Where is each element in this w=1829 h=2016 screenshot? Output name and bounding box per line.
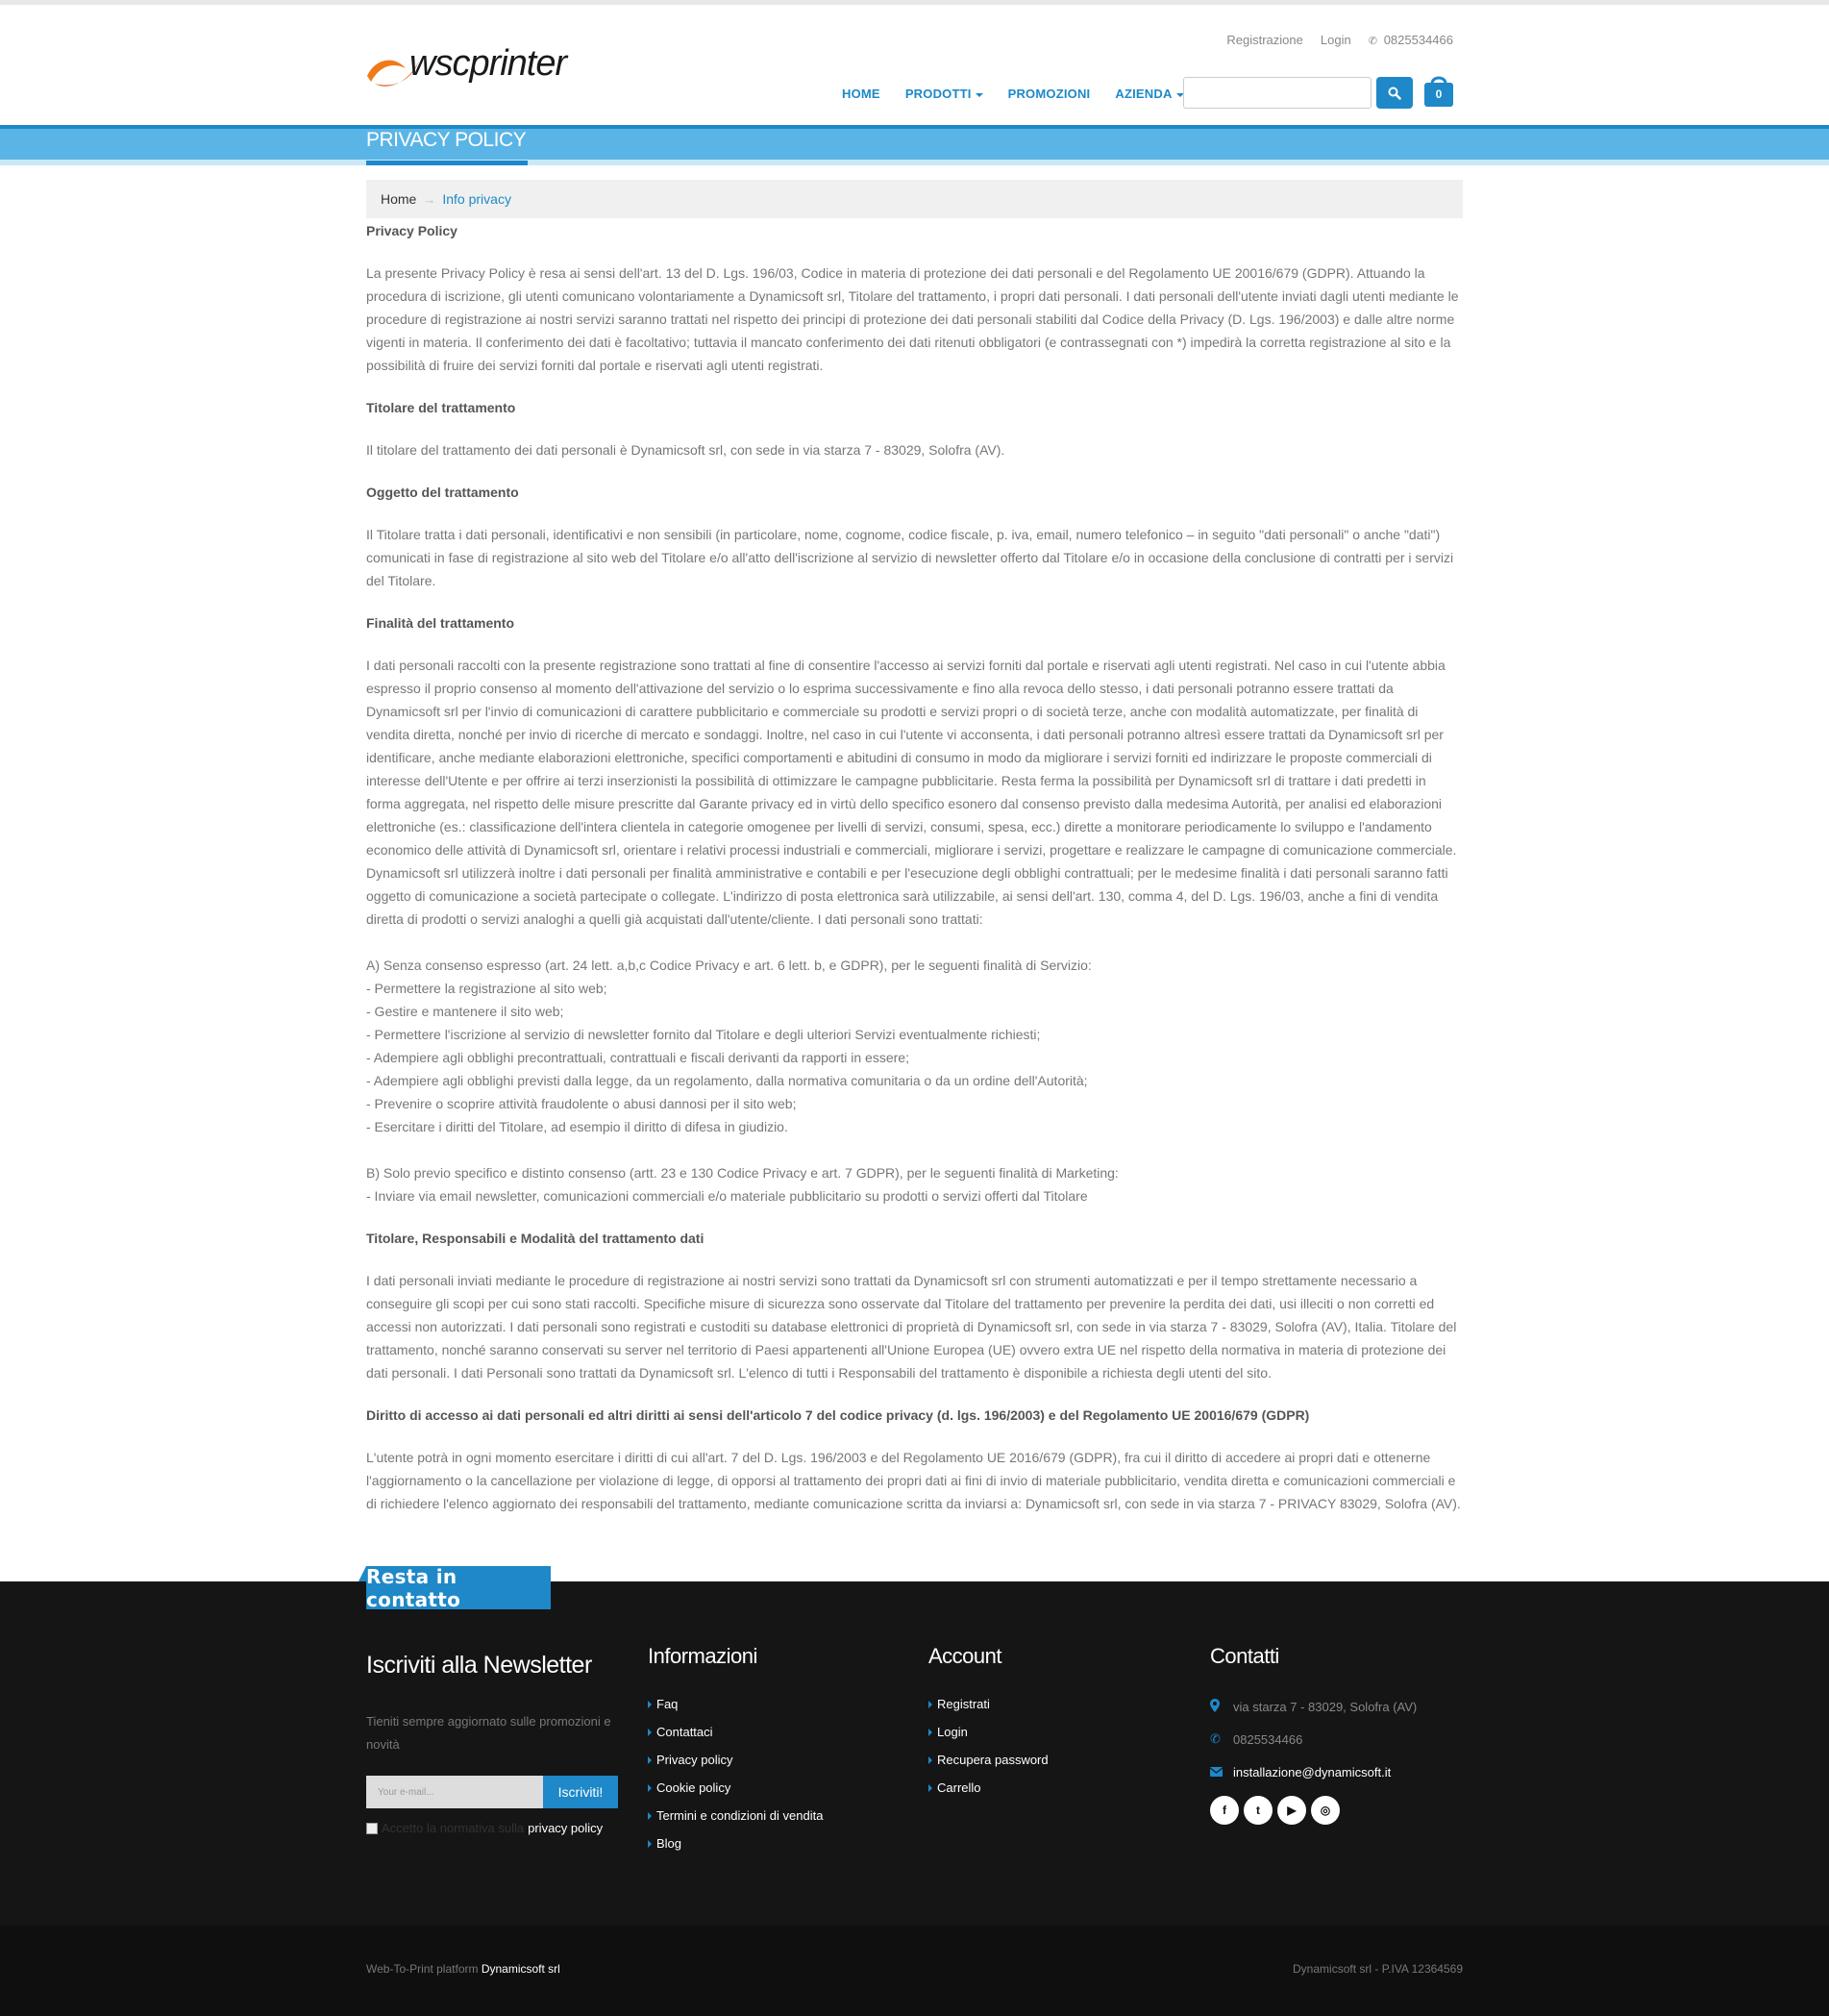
footer-link-label: Termini e condizioni di vendita (656, 1808, 824, 1823)
footer-link-contact[interactable] (648, 1718, 823, 1746)
footer-bottom-bar (0, 1926, 1829, 2016)
map-pin-icon (1210, 1699, 1233, 1715)
newsletter-description: Tieniti sempre aggiornato sulle promozioni e novità (366, 1714, 611, 1752)
site-logo[interactable] (365, 39, 581, 92)
youtube-icon[interactable]: ▶ (1277, 1796, 1306, 1825)
account-column (928, 1644, 1049, 1802)
copyright-prefix: Web-To-Print platform (366, 1962, 479, 1976)
login-link[interactable]: Login (1320, 33, 1351, 47)
section-paragraph: Il Titolare tratta i dati personali, identificativi e non sensibili (in particolare, nome, cognome, codice fiscale, p. iva, email, numero telefonico – in seguito "dati personali" o anche "dati") comunicati in fase di registrazione al sito web del Titolare e/o all'atto dell'iscrizione al servizio di newsletter offerto dal Titolare e/o in occasione della conclusione di contratti per i servizi del Titolare. (366, 527, 1454, 588)
phone-icon: ✆ (1368, 36, 1377, 47)
footer-link-label: Carrello (937, 1780, 981, 1795)
footer-link-register[interactable] (928, 1690, 1049, 1718)
footer-link-login[interactable] (928, 1718, 1049, 1746)
section-paragraph: I dati personali inviati mediante le procedure di registrazione ai nostri servizi sono trattati da Dynamicsoft srl con strumenti automatizzati e per il tempo strettamente necessario a conseguire gli scopi per cui sono stati raccolti. Specifiche misure di sicurezza sono osservate dal Titolare del trattamento per prevenire la perdita dei dati, usi illeciti o non corretti ed accessi non autorizzati. I dati personali sono registrati e custoditi su database elettronici di proprietà di Dynamicsoft srl, con sede in via starza 7 - 83029, Solofra (AV), Italia. Titolare del trattamento, nonché saranno conservati su server nel territorio di Paesi appartenenti all'Unione Europea (UE) ovvero extra UE nel rispetto della normativa in materia di protezione dei dati personali. I dati Personali sono trattati da Dynamicsoft srl. L'elenco di tutti i Responsabili del trattamento è disponibile a richiesta degli utenti del sito. (366, 1273, 1457, 1381)
nav-company-label: AZIENDA (1115, 87, 1173, 101)
privacy-policy-link[interactable]: privacy policy (528, 1821, 604, 1835)
newsletter-title: Iscriviti alla Newsletter (366, 1652, 592, 1679)
phone-number (1369, 33, 1453, 47)
main-nav (842, 87, 1209, 101)
contact-tab: Resta in contatto (366, 1566, 551, 1609)
vat-info: Dynamicsoft srl - P.IVA 12364569 (1293, 1962, 1463, 1976)
nav-promotions[interactable]: PROMOZIONI (1007, 87, 1091, 101)
account-title: Account (928, 1644, 1001, 1668)
caret-right-icon (928, 1784, 932, 1792)
consent-checkbox[interactable] (366, 1823, 378, 1834)
title-underline (366, 161, 528, 165)
section-heading: Titolare, Responsabili e Modalità del trattamento dati (366, 1231, 704, 1246)
footer-link-label: Login (937, 1725, 968, 1739)
caret-right-icon (928, 1701, 932, 1708)
newsletter-column (366, 1652, 618, 1835)
newsletter-subscribe-button[interactable]: Iscriviti! (543, 1776, 618, 1808)
account-links (928, 1690, 1049, 1802)
footer-link-terms[interactable] (648, 1802, 823, 1829)
footer-link-cart[interactable] (928, 1774, 1049, 1802)
newsletter-consent (366, 1821, 618, 1835)
logo-text: wscprinter (409, 43, 567, 84)
caret-right-icon (648, 1812, 652, 1820)
footer-link-blog[interactable] (648, 1829, 823, 1857)
contact-address-text: via starza 7 - 83029, Solofra (AV) (1233, 1699, 1418, 1714)
breadcrumb (366, 180, 1463, 218)
breadcrumb-home[interactable]: Home (381, 191, 417, 207)
caret-right-icon (648, 1784, 652, 1792)
caret-right-icon (928, 1729, 932, 1736)
search-icon (1388, 87, 1401, 100)
contact-phone-text: 0825534466 (1233, 1731, 1303, 1747)
newsletter-form (366, 1776, 618, 1808)
consent-label: Accetto la normativa sulla (382, 1821, 525, 1835)
section-heading: Titolare del trattamento (366, 400, 516, 415)
site-header (0, 5, 1829, 125)
section-heading: Finalità del trattamento (366, 615, 515, 631)
contact-phone (1210, 1723, 1417, 1755)
footer-link-privacy[interactable] (648, 1746, 823, 1774)
nav-home[interactable]: HOME (842, 87, 880, 101)
envelope-icon (1210, 1765, 1233, 1780)
section-heading: Diritto di accesso ai dati personali ed altri diritti ai sensi dell'articolo 7 del codice privacy (d. lgs. 196/2003) e del Regolamento UE 20016/679 (GDPR) (366, 1407, 1310, 1423)
footer-link-label: Blog (656, 1836, 682, 1851)
caret-right-icon (648, 1701, 652, 1708)
footer-link-label: Recupera password (937, 1753, 1049, 1767)
caret-right-icon (648, 1840, 652, 1848)
social-links (1210, 1796, 1417, 1825)
title-banner (0, 125, 1829, 160)
caret-right-icon (928, 1756, 932, 1764)
nav-products-label: PRODOTTI (904, 87, 972, 101)
footer-link-cookie[interactable] (648, 1774, 823, 1802)
copyright (366, 1962, 560, 1976)
footer-link-label: Cookie policy (656, 1780, 731, 1795)
instagram-icon[interactable]: ◎ (1311, 1796, 1340, 1825)
cart-button[interactable] (1422, 72, 1455, 109)
contacts-title: Contatti (1210, 1644, 1279, 1668)
copyright-brand-link[interactable]: Dynamicsoft srl (481, 1962, 560, 1976)
footer-link-label: Faq (656, 1697, 679, 1711)
section-paragraph: L'utente potrà in ogni momento esercitare i diritti di cui all'art. 7 del D. Lgs. 196/2003 e del Regolamento UE 2016/679 (GDPR), fra cui il diritto di accedere ai propri dati e ottenerne l'aggiornamento o la cancellazione per violazione di legge, di opporsi al trattamento dei propri dati ai fini di invio di materiale pubblicitario, vendita diretta e comunicazioni commerciali e di richiedere l'elenco aggiornato dei responsabili del trattamento, mediante comunicazione scritta da inviarsi a: Dynamicsoft srl, con sede in via starza 7 - PRIVACY 83029, Solofra (AV). (366, 1450, 1461, 1511)
page-title: PRIVACY POLICY (366, 129, 527, 151)
search-button[interactable] (1376, 77, 1413, 109)
breadcrumb-current[interactable]: Info privacy (442, 191, 511, 207)
info-links (648, 1690, 823, 1857)
arrow-right-icon: → (423, 191, 436, 207)
nav-company[interactable] (1115, 87, 1183, 101)
caret-right-icon (648, 1729, 652, 1736)
site-footer (0, 1581, 1829, 1926)
section-paragraph: Il titolare del trattamento dei dati personali è Dynamicsoft srl, con sede in via starza 7 - 83029, Solofra (AV). (366, 442, 1005, 458)
contact-email-text: installazione@dynamicsoft.it (1233, 1764, 1392, 1780)
section-heading: Privacy Policy (366, 223, 457, 238)
contact-address (1210, 1690, 1417, 1723)
privacy-content (366, 219, 1464, 1534)
phone-text: 0825534466 (1383, 33, 1453, 47)
footer-link-label: Privacy policy (656, 1753, 733, 1767)
contacts-column (1210, 1644, 1417, 1825)
footer-link-label: Registrati (937, 1697, 990, 1711)
search-input[interactable] (1183, 77, 1372, 109)
footer-link-faq[interactable] (648, 1690, 823, 1718)
info-title: Informazioni (648, 1644, 757, 1668)
twitter-icon[interactable]: t (1244, 1796, 1273, 1825)
section-paragraph: La presente Privacy Policy è resa ai sensi dell'art. 13 del D. Lgs. 196/03, Codice in materia di protezione dei dati personali e del Regolamento UE 20016/679 (GDPR). Attuando la procedura di iscrizione, gli utenti comunicano volontariamente a Dynamicsoft srl, Titolare del trattamento, i propri dati personali. I dati personali dell'utente inviati dagli utenti mediante le procedure di registrazione ai nostri servizi saranno trattati nel rispetto dei principi di protezione dei dati personali stabiliti dal Codice della Privacy (D. Lgs. 196/2003) e dalle altre norme vigenti in materia. Il conferimento dei dati è facoltativo; tuttavia il mancato conferimento dei dati ritenuti obbligatori (e contrassegnati con *) impedirà la corretta registrazione al sito e la possibilità di fruire dei servizi forniti dal portale e riservati agli utenti registrati. (366, 265, 1459, 373)
newsletter-email-input[interactable]: Your e-mail... (366, 1776, 543, 1808)
top-links (1226, 33, 1453, 47)
section-heading: Oggetto del trattamento (366, 485, 519, 500)
caret-right-icon (648, 1756, 652, 1764)
contact-tab-notch (358, 1566, 366, 1581)
caret-down-icon (976, 93, 983, 97)
contact-email[interactable] (1210, 1755, 1417, 1788)
info-column (648, 1644, 823, 1857)
title-banner-bottom (0, 160, 1829, 165)
contact-list (1210, 1690, 1417, 1788)
phone-icon: ✆ (1210, 1731, 1221, 1746)
register-link[interactable]: Registrazione (1226, 33, 1303, 47)
cart-count: 0 (1435, 87, 1443, 101)
footer-link-label: Contattaci (656, 1725, 713, 1739)
footer-link-recover-password[interactable] (928, 1746, 1049, 1774)
nav-products[interactable] (905, 87, 983, 101)
section-paragraph: I dati personali raccolti con la presente registrazione sono trattati al fine di consentire l'accesso ai servizi forniti dal portale e riservati agli utenti registrati. Nel caso in cui l'utente abbia espresso il proprio consenso al momento dell'attivazione del servizio o lo esprima successivamente e fino alla revoca dello stesso, i dati personali potranno essere trattati da Dynamicsoft srl per l'invio di comunicazioni di carattere pubblicitario e commerciale su prodotti e servizi propri o di società terze, anche con modalità automatizzate, per finalità di vendita diretta, nonché per invio di ricerche di mercato e sondaggi. Inoltre, nel caso in cui l'utente vi acconsenta, i dati personali potranno altresì essere trattati da Dynamicsoft srl per identificare, anche mediante elaborazioni elettroniche, specifici comportamenti e abitudini di consumo in modo da migliorare i servizi forniti ed indirizzare le proposte commerciali di interesse dell'Utente e per offrire ai terzi inserzionisti la possibilità di ottimizzare le campagne pubblicitarie. Resta ferma la possibilità per Dynamicsoft srl di trattare i dati predetti in forma aggregata, nel rispetto delle misure prescritte dal Garante privacy ed in virtù dello specifico esonero dal consenso previsto dalla medesima Autorità, per analisi ed elaborazioni elettroniche (es.: classificazione dell'intera clientela in categorie omogenee per livelli di servizi, consumi, spesa, ecc.) dirette a monitorare periodicamente lo sviluppo e l'andamento economico delle attività di Dynamicsoft srl, orientare i relativi processi industriali e commerciali, migliorare i servizi, progettare e realizzare le campagne di comunicazione commerciale. Dynamicsoft srl utilizzerà inoltre i dati personali per finalità amministrative e contabili e per l'esecuzione degli obblighi contrattuali; per le medesime finalità i dati personali saranno fatti oggetto di comunicazione a società partecipate o collegate. L'indirizzo di posta elettronica sarà utilizzabile, ai sensi dell'art. 130, comma 4, del D. Lgs. 196/03, anche a fini di vendita diretta di prodotti o servizi analoghi a quelli già acquistati dall'utente/cliente. I dati personali sono trattati: A) Senza consenso espresso (art. 24 lett. a,b,c Codice Privacy e art. 6 lett. b, e GDPR), per le seguenti finalità di Servizio: - Permettere la registrazione al sito web; - Gestire e mantenere il sito web; - Permettere l'iscrizione al servizio di newsletter fornito dal Titolare e degli ulteriori Servizi eventualmente richiesti; - Adempiere agli obblighi precontrattuali, contrattuali e fiscali derivanti da rapporti in essere; - Adempiere agli obblighi previsti dalla legge, da un regolamento, dalla normativa comunitaria o da un ordine dell'Autorità; - Prevenire o scoprire attività fraudolente o abusi dannosi per il sito web; - Esercitare i diritti del Titolare, ad esempio il diritto di difesa in giudizio. B) Solo previo specifico e distinto consenso (artt. 23 e 130 Codice Privacy e art. 7 GDPR), per le seguenti finalità di Marketing: - Inviare via email newsletter, comunicazioni commerciali e/o materiale pubblicitario su prodotti o servizi offerti dal Titolare (366, 658, 1457, 1204)
facebook-icon[interactable]: f (1210, 1796, 1239, 1825)
